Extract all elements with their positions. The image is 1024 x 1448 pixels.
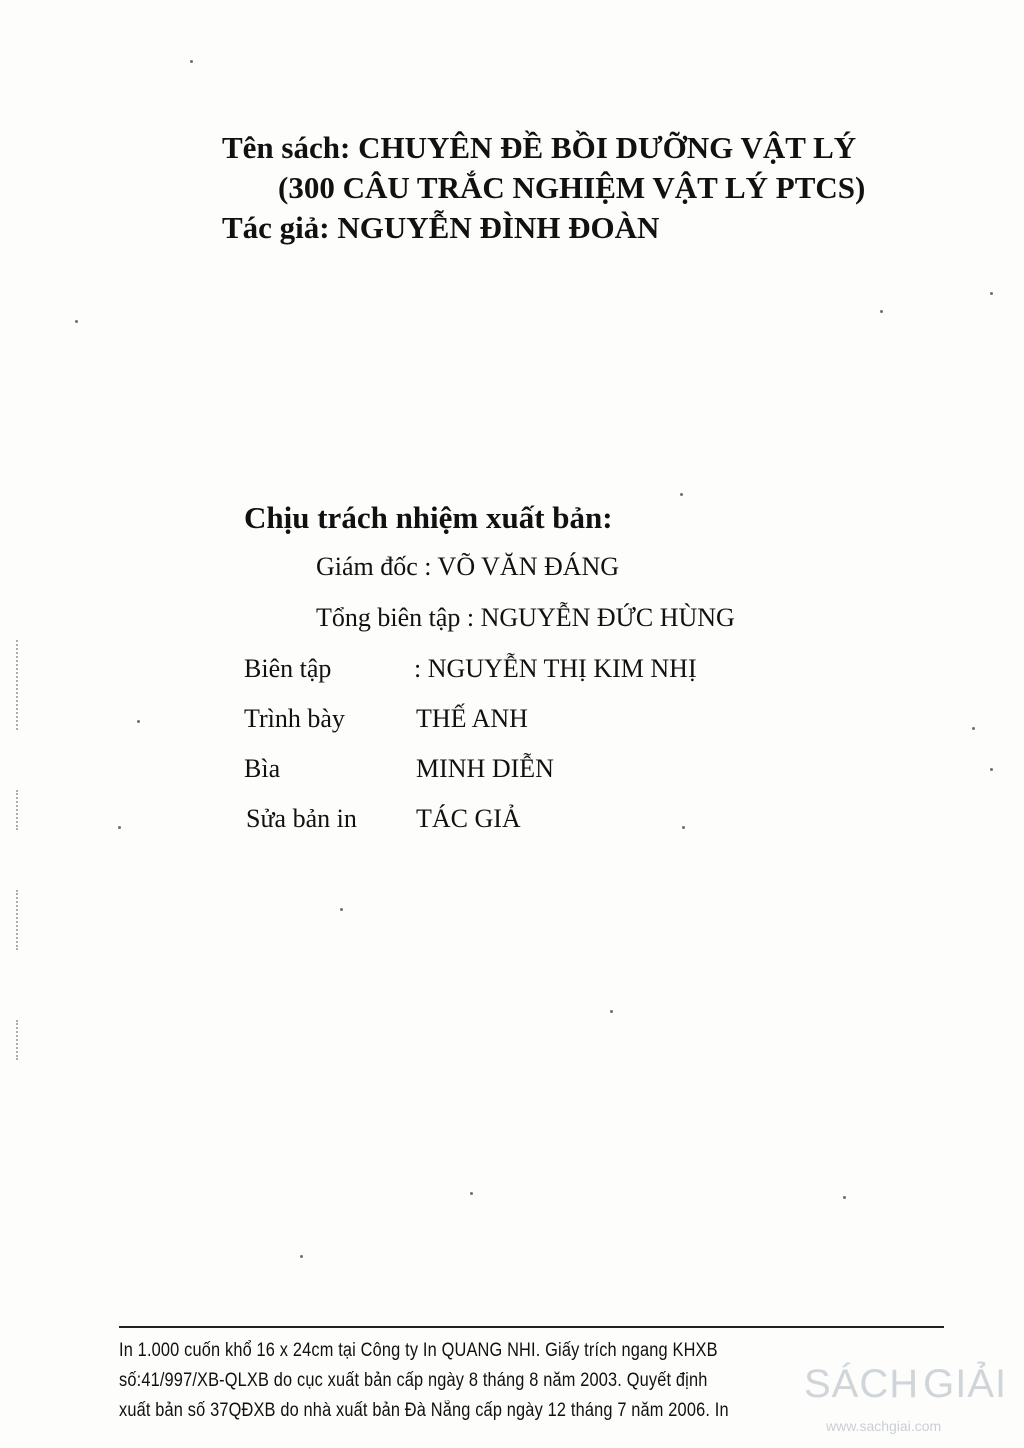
- watermark-url: www.sachgiai.com: [826, 1418, 942, 1434]
- director-line: Giám đốc : VÕ VĂN ĐÁNG: [316, 552, 620, 581]
- credit-value: MINH DIỄN: [416, 754, 554, 783]
- scan-speck: [300, 1255, 303, 1258]
- scan-speck: [340, 908, 343, 911]
- scan-speck: [990, 768, 993, 771]
- credit-row-layout: [244, 704, 528, 734]
- scan-speck: [990, 292, 993, 295]
- credit-label: Sửa bản in: [246, 804, 357, 833]
- book-info: [222, 128, 942, 248]
- credit-label: Trình bày: [244, 704, 345, 733]
- watermark-brand-left: SÁCH: [804, 1362, 920, 1406]
- scan-speck: [75, 320, 78, 323]
- scan-speck: [190, 60, 193, 63]
- title-line: [222, 128, 942, 168]
- author-label: Tác giả:: [222, 210, 330, 245]
- scan-speck: [972, 727, 975, 730]
- credit-label: Bìa: [244, 754, 281, 783]
- author-line: [222, 208, 942, 248]
- scan-edge-marks: [16, 890, 20, 950]
- imprint-line: In 1.000 cuốn khổ 16 x 24cm tại Công ty In QUANG NHI. Giấy trích ngang KHXB: [119, 1340, 718, 1361]
- credit-label: Biên tập: [244, 654, 332, 683]
- imprint-divider: [119, 1326, 944, 1328]
- scan-speck: [843, 1196, 846, 1199]
- scan-speck: [682, 826, 685, 829]
- scan-speck: [880, 310, 883, 313]
- credit-value: : NGUYỄN THỊ KIM NHỊ: [414, 654, 697, 683]
- imprint-line: xuất bản số 37QĐXB do nhà xuất bản Đà Nẵng cấp ngày 12 tháng 7 năm 2006. In: [119, 1400, 729, 1421]
- book-title: CHUYÊN ĐỀ BỒI DƯỠNG VẬT LÝ: [358, 130, 857, 165]
- book-subtitle: (300 CÂU TRẮC NGHIỆM VẬT LÝ PTCS): [278, 170, 866, 205]
- credit-row-proofreading: [246, 804, 521, 834]
- chief-editor-line: Tổng biên tập : NGUYỄN ĐỨC HÙNG: [316, 603, 735, 632]
- responsibility-heading: Chịu trách nhiệm xuất bản:: [244, 500, 613, 535]
- scan-speck: [137, 720, 140, 723]
- credit-value: TÁC GIẢ: [416, 804, 521, 833]
- scan-speck: [610, 1010, 613, 1013]
- scan-speck: [118, 826, 121, 829]
- title-label: Tên sách:: [222, 130, 351, 165]
- credit-row-cover: [244, 754, 554, 784]
- watermark-brand-right: GIẢI: [923, 1362, 1008, 1406]
- scan-speck: [470, 1192, 473, 1195]
- author-name: NGUYỄN ĐÌNH ĐOÀN: [337, 210, 660, 245]
- scan-speck: [680, 493, 683, 496]
- credit-value: THẾ ANH: [416, 704, 528, 733]
- credit-row-editor: [244, 654, 697, 684]
- imprint-line: số:41/997/XB-QLXB do cục xuất bản cấp ngày 8 tháng 8 năm 2003. Quyết định: [119, 1370, 708, 1391]
- watermark-logo: [804, 1360, 1014, 1440]
- scan-edge-marks: [16, 1020, 20, 1060]
- watermark-brand: [804, 1362, 1007, 1407]
- scan-edge-marks: [16, 640, 20, 730]
- scan-edge-marks: [16, 790, 20, 830]
